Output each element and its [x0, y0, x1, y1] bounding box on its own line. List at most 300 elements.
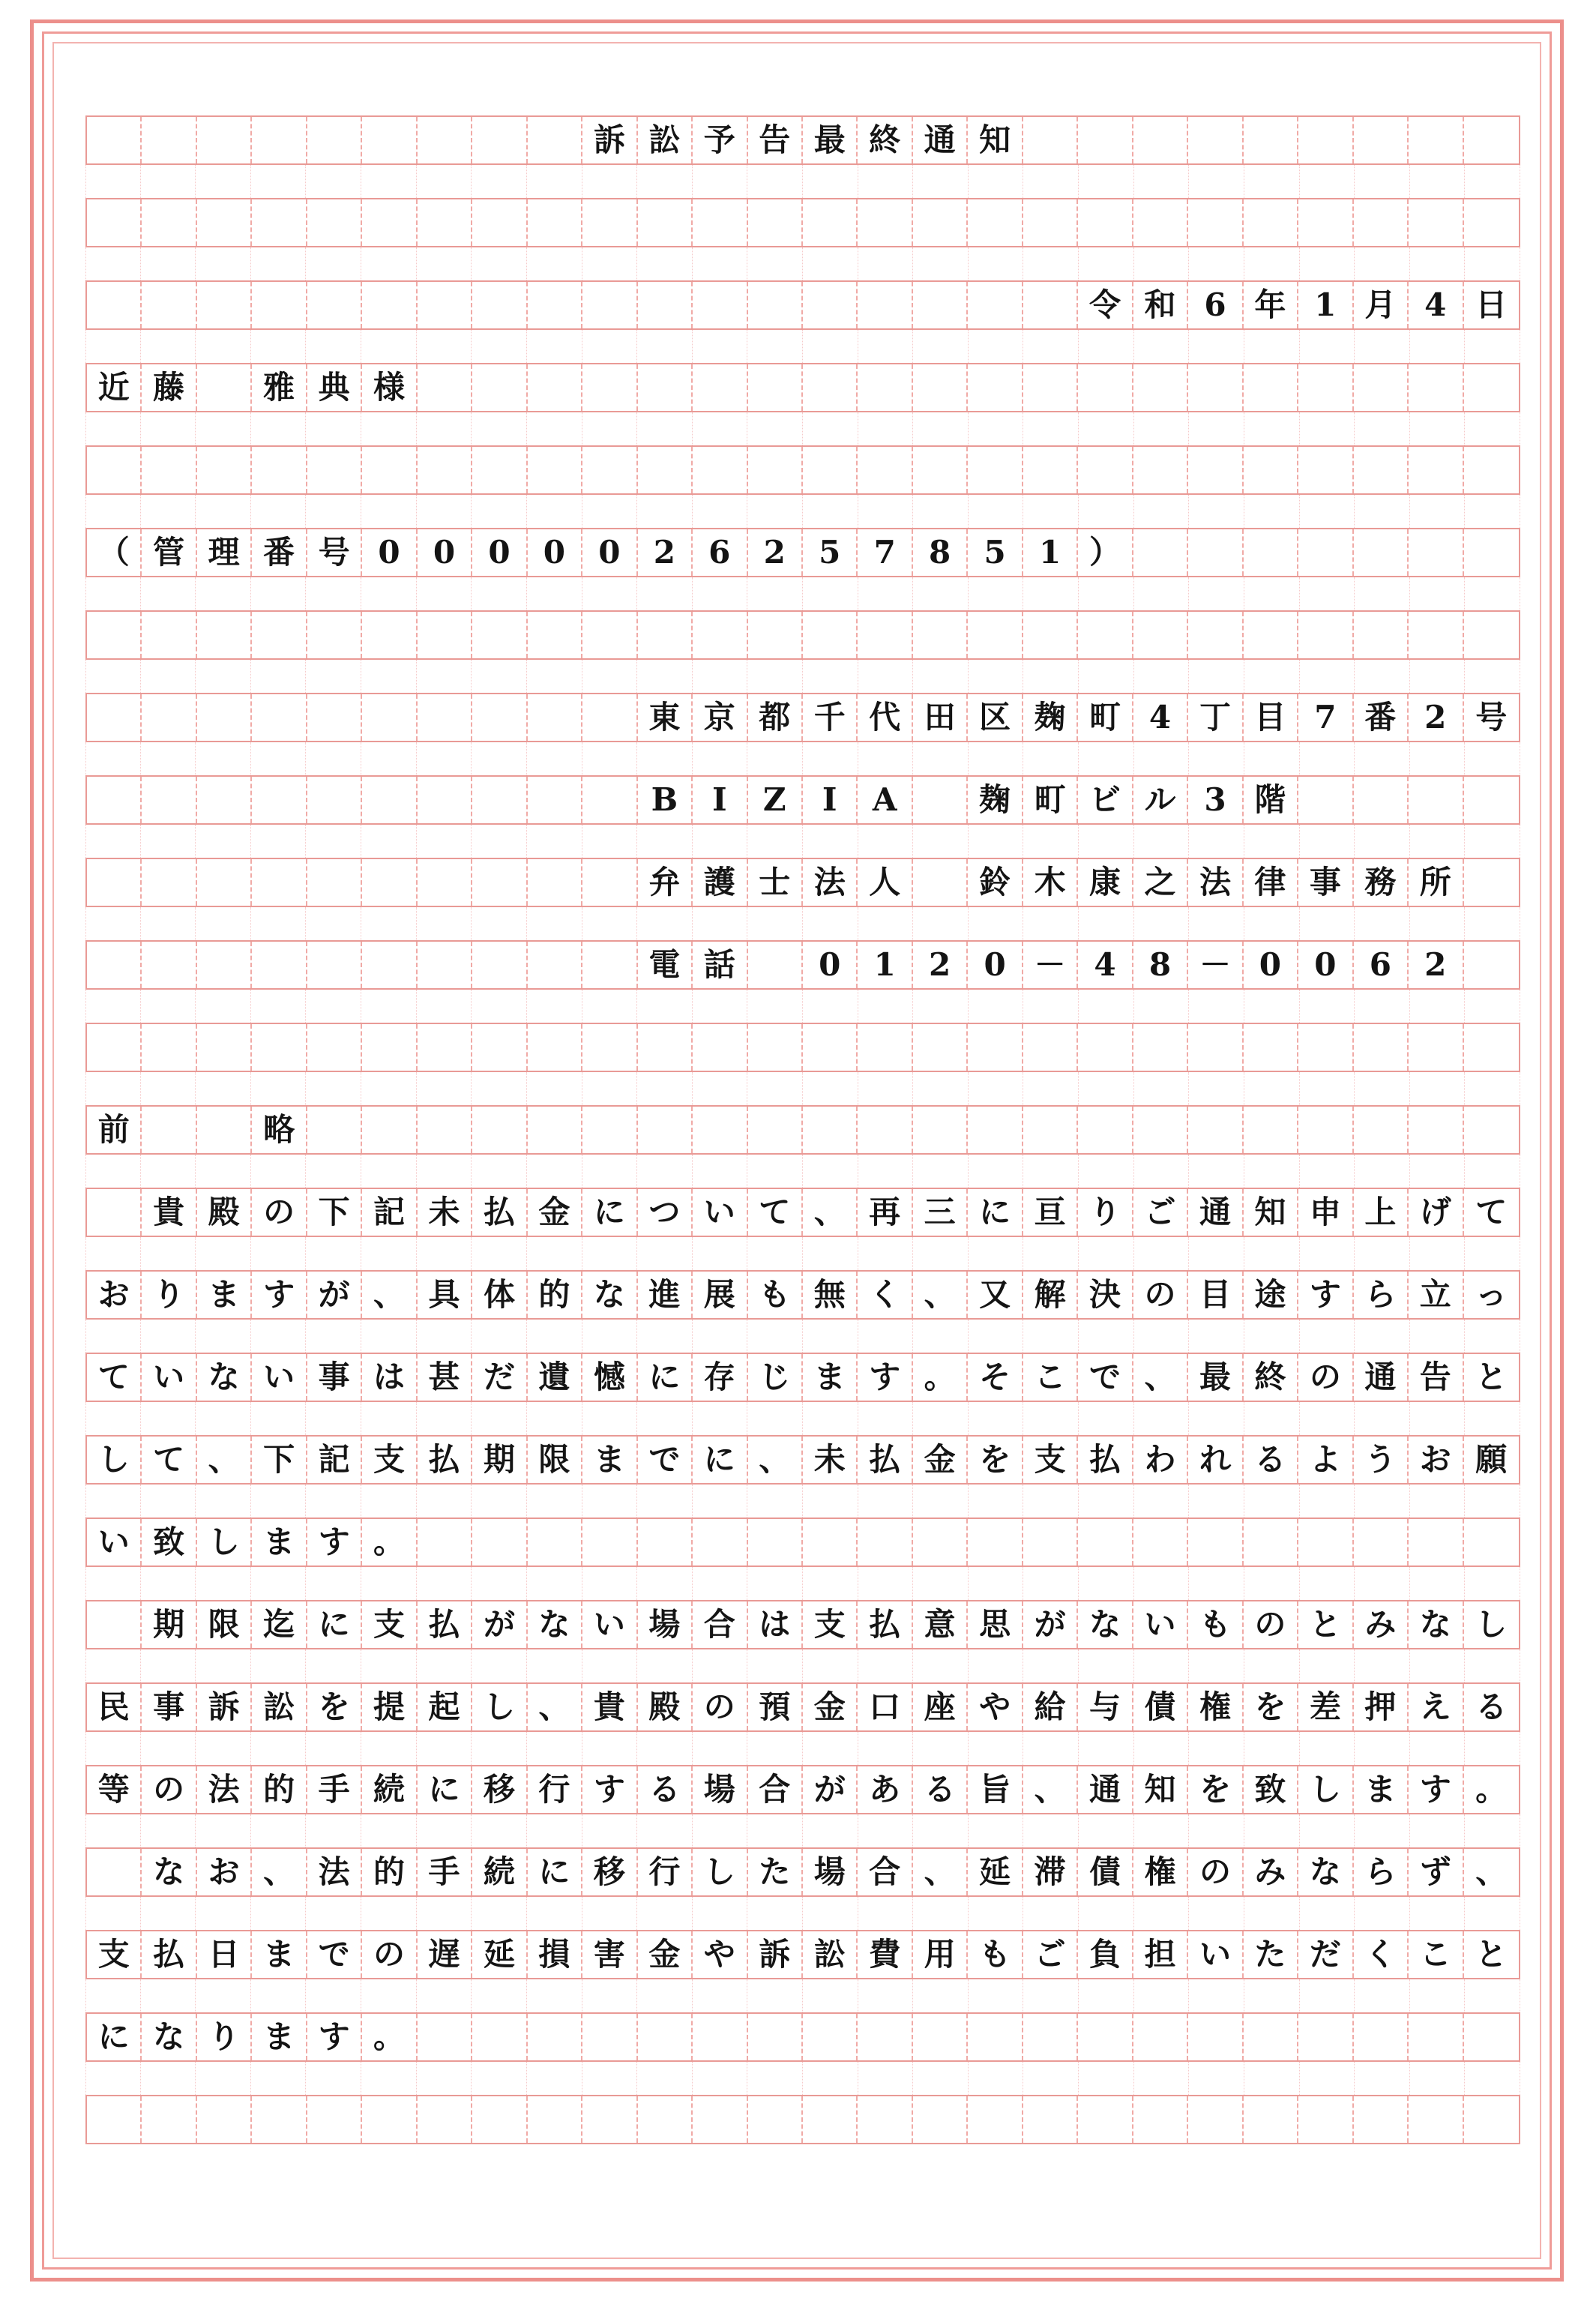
grid-cell: し: [87, 1437, 142, 1483]
grid-cell: [693, 2014, 747, 2060]
grid-cell: [528, 117, 582, 163]
grid-cell: [1244, 612, 1298, 658]
grid-cell: [472, 117, 527, 163]
grid-cell: [582, 447, 637, 493]
grid-cell: 、: [362, 1272, 417, 1318]
grid-cell: 、: [913, 1849, 968, 1895]
grid-cell: 場: [638, 1601, 693, 1648]
grid-cell: [748, 282, 803, 328]
grid-cell: [142, 694, 196, 741]
grid-cell: [472, 2096, 527, 2143]
grid-cell: 殿: [638, 1684, 693, 1730]
body-line: [85, 1682, 1520, 1732]
grid-cell: 押: [1354, 1684, 1409, 1730]
grid-cell: [528, 694, 582, 741]
grid-cell: [528, 859, 582, 906]
grid-cell: 藤: [142, 364, 196, 411]
grid-cell: [528, 447, 582, 493]
grid-cell: 1: [1298, 282, 1353, 328]
grid-cell: 典: [307, 364, 362, 411]
grid-cell: 下: [307, 1189, 362, 1236]
grid-cell: 知: [1133, 1766, 1188, 1813]
grid-cell: [968, 1024, 1023, 1071]
grid-cell: に: [87, 2014, 142, 2060]
grid-cell: 行: [638, 1849, 693, 1895]
grid-cell: そ: [968, 1354, 1023, 1401]
document-date: [85, 280, 1520, 330]
grid-cell: い: [87, 1519, 142, 1565]
grid-cell: 最: [803, 117, 858, 163]
grid-cell: 和: [1133, 282, 1188, 328]
grid-cell: と: [1475, 1359, 1508, 1395]
body-line: [85, 1600, 1520, 1649]
grid-cell: 旨: [968, 1766, 1023, 1813]
grid-cell: に: [418, 1766, 472, 1813]
grid-cell: に: [528, 1849, 582, 1895]
grid-cell: [582, 942, 637, 988]
grid-cell: は: [362, 1354, 417, 1401]
grid-cell: 事: [142, 1684, 196, 1730]
grid-cell: [197, 447, 252, 493]
grid-cell: －: [1023, 942, 1078, 988]
grid-cell: [87, 1849, 142, 1895]
grid-cell: 又: [968, 1272, 1023, 1318]
spacer-row: [85, 1485, 1520, 1518]
grid-cell: 合: [748, 1766, 803, 1813]
grid-cell: 0: [528, 529, 582, 576]
grid-cell: 知: [968, 117, 1023, 163]
grid-cell: [87, 859, 142, 906]
grid-cell: [858, 1107, 912, 1153]
grid-cell: [1244, 447, 1298, 493]
grid-cell: [1244, 2014, 1298, 2060]
grid-cell: 払: [858, 1601, 912, 1648]
grid-cell: 差: [1298, 1684, 1353, 1730]
grid-cell: 号: [307, 529, 362, 576]
grid-cell: 与: [1078, 1684, 1133, 1730]
grid-cell: な: [142, 2014, 196, 2060]
grid-cell: [307, 1024, 362, 1071]
spacer-row: [85, 1567, 1520, 1600]
grid-cell: Z: [748, 777, 803, 823]
grid-cell: と: [1298, 1601, 1353, 1648]
grid-cell: [1354, 529, 1409, 576]
grid-cell: 致: [1244, 1766, 1298, 1813]
grid-cell: [1464, 859, 1519, 906]
grid-cell: [1188, 199, 1243, 246]
grid-cell: [472, 777, 527, 823]
grid-cell: [803, 612, 858, 658]
reference-number: [85, 528, 1520, 577]
grid-cell: い: [142, 1354, 196, 1401]
grid-cell: 貴: [142, 1189, 196, 1236]
grid-cell: 限: [197, 1601, 252, 1648]
grid-cell: 延: [968, 1849, 1023, 1895]
grid-cell: [307, 447, 362, 493]
spacer-row: [85, 495, 1520, 528]
grid-cell: [1409, 1519, 1463, 1565]
grid-cell: 近: [87, 364, 142, 411]
grid-cell: 通: [1188, 1189, 1243, 1236]
grid-cell: 合: [693, 1601, 747, 1648]
grid-cell: い: [1133, 1601, 1188, 1648]
grid-cell: も: [968, 1931, 1023, 1978]
spacer-row: [85, 1320, 1520, 1353]
grid-cell: [582, 694, 637, 741]
spacer-row: [85, 660, 1520, 693]
grid-cell: 5: [968, 529, 1023, 576]
grid-cell: 略: [252, 1107, 307, 1153]
grid-cell: で: [307, 1931, 362, 1978]
grid-cell: [197, 117, 252, 163]
grid-cell: な: [1298, 1849, 1353, 1895]
grid-cell: 遅: [418, 1931, 472, 1978]
grid-cell: 告: [1409, 1354, 1463, 1401]
grid-cell: 年: [1244, 282, 1298, 328]
grid-cell: す: [252, 1272, 307, 1318]
grid-cell: [913, 777, 968, 823]
grid-cell: [142, 447, 196, 493]
spacer-row: [85, 1155, 1520, 1188]
body-line: [85, 1270, 1520, 1320]
grid-cell: 遺: [528, 1354, 582, 1401]
grid-cell: 法: [307, 1849, 362, 1895]
grid-cell: [197, 199, 252, 246]
grid-cell: [1133, 364, 1188, 411]
grid-cell: [858, 447, 912, 493]
grid-cell: [418, 859, 472, 906]
grid-cell: 2: [1409, 942, 1463, 988]
spacer-row: [85, 1649, 1520, 1682]
grid-cell: 、: [803, 1189, 858, 1236]
grid-cell: 管: [142, 529, 196, 576]
sender-building: [85, 775, 1520, 825]
grid-cell: [1298, 2096, 1353, 2143]
document-title: [85, 115, 1520, 165]
grid-cell: [1023, 612, 1078, 658]
grid-cell: 訴: [748, 1931, 803, 1978]
grid-cell: [1133, 529, 1188, 576]
grid-cell: 様: [362, 364, 417, 411]
grid-cell: I: [693, 777, 747, 823]
grid-cell: 的: [362, 1849, 417, 1895]
grid-cell: [1464, 117, 1519, 163]
grid-cell: [803, 2014, 858, 2060]
grid-cell: 甚: [418, 1354, 472, 1401]
grid-cell: [913, 2096, 968, 2143]
grid-cell: 限: [528, 1437, 582, 1483]
grid-cell: [1298, 777, 1353, 823]
grid-cell: [362, 1107, 417, 1153]
grid-cell: [87, 777, 142, 823]
grid-cell: [913, 364, 968, 411]
grid-cell: 番: [252, 529, 307, 576]
grid-cell: [472, 2014, 527, 2060]
grid-cell: [582, 199, 637, 246]
grid-cell: [1354, 2096, 1409, 2143]
grid-cell: 麹: [968, 777, 1023, 823]
grid-cell: [362, 859, 417, 906]
grid-cell: 、: [1133, 1354, 1188, 1401]
grid-cell: 日: [1475, 286, 1508, 323]
grid-cell: [418, 2096, 472, 2143]
grid-cell: る: [638, 1766, 693, 1813]
spacer-row: [85, 825, 1520, 858]
grid-cell: [1464, 529, 1519, 576]
grid-cell: こ: [1023, 1354, 1078, 1401]
grid-cell: [748, 1107, 803, 1153]
grid-cell: 6: [693, 529, 747, 576]
grid-cell: す: [307, 2014, 362, 2060]
grid-cell: [197, 612, 252, 658]
grid-cell: 通: [913, 117, 968, 163]
grid-cell: 2: [748, 529, 803, 576]
grid-cell: 雅: [252, 364, 307, 411]
grid-cell: [1409, 1024, 1463, 1071]
grid-cell: 未: [418, 1189, 472, 1236]
grid-cell: お: [197, 1849, 252, 1895]
grid-cell: [197, 942, 252, 988]
grid-cell: [1409, 2014, 1463, 2060]
grid-cell: [197, 1024, 252, 1071]
grid-cell: [528, 612, 582, 658]
grid-cell: [693, 1107, 747, 1153]
grid-cell: [1188, 117, 1243, 163]
grid-cell: 、: [748, 1437, 803, 1483]
grid-cell: [307, 282, 362, 328]
grid-cell: [472, 199, 527, 246]
grid-cell: お: [1409, 1437, 1463, 1483]
grid-cell: [418, 694, 472, 741]
grid-cell: 日: [197, 1931, 252, 1978]
grid-cell: の: [1133, 1272, 1188, 1318]
grid-cell: 事: [1298, 859, 1353, 906]
grid-cell: 3: [1188, 777, 1243, 823]
grid-cell: [1464, 777, 1519, 823]
grid-cell: [582, 364, 637, 411]
grid-cell: [748, 1519, 803, 1565]
grid-cell: 願: [1475, 1441, 1508, 1478]
grid-cell: [693, 364, 747, 411]
grid-cell: [252, 1024, 307, 1071]
grid-cell: く: [1354, 1931, 1409, 1978]
spacer-row: [85, 1072, 1520, 1105]
grid-cell: 話: [693, 942, 747, 988]
grid-cell: ま: [252, 1519, 307, 1565]
grid-cell: [1298, 529, 1353, 576]
grid-cell: 5: [803, 529, 858, 576]
grid-cell: [418, 117, 472, 163]
grid-cell: 続: [362, 1766, 417, 1813]
grid-cell: [418, 612, 472, 658]
grid-cell: [1133, 117, 1188, 163]
grid-cell: 展: [693, 1272, 747, 1318]
grid-cell: 費: [858, 1931, 912, 1978]
grid-cell: た: [748, 1849, 803, 1895]
grid-cell: 口: [858, 1684, 912, 1730]
grid-cell: [1464, 1519, 1519, 1565]
grid-cell: 法: [803, 859, 858, 906]
grid-cell: [1409, 364, 1463, 411]
grid-cell: っ: [1475, 1276, 1508, 1313]
grid-cell: [307, 942, 362, 988]
grid-cell: 予: [693, 117, 747, 163]
grid-cell: [252, 694, 307, 741]
grid-cell: 貴: [582, 1684, 637, 1730]
grid-cell: す: [1409, 1766, 1463, 1813]
grid-cell: や: [693, 1931, 747, 1978]
grid-cell: [582, 1024, 637, 1071]
grid-cell: 4: [1078, 942, 1133, 988]
grid-cell: 訴: [582, 117, 637, 163]
grid-cell: [418, 199, 472, 246]
grid-cell: [858, 199, 912, 246]
grid-cell: る: [1244, 1437, 1298, 1483]
grid-cell: も: [748, 1272, 803, 1318]
grid-cell: 田: [913, 694, 968, 741]
grid-cell: [748, 942, 803, 988]
grid-cell: が: [472, 1601, 527, 1648]
grid-cell: [252, 199, 307, 246]
grid-row: [85, 610, 1520, 660]
grid-cell: [252, 859, 307, 906]
grid-cell: の: [1298, 1354, 1353, 1401]
grid-cell: 区: [968, 694, 1023, 741]
grid-cell: 、: [1023, 1766, 1078, 1813]
grid-cell: つ: [638, 1189, 693, 1236]
grid-cell: [1023, 199, 1078, 246]
grid-cell: [1464, 1024, 1519, 1071]
grid-cell: [1354, 447, 1409, 493]
grid-cell: [582, 1519, 637, 1565]
grid-cell: [197, 859, 252, 906]
grid-cell: 事: [307, 1354, 362, 1401]
grid-cell: [968, 364, 1023, 411]
grid-cell: 行: [528, 1766, 582, 1813]
grid-cell: 提: [362, 1684, 417, 1730]
grid-cell: B: [638, 777, 693, 823]
grid-cell: 三: [913, 1189, 968, 1236]
grid-cell: [252, 2096, 307, 2143]
grid-cell: （: [87, 529, 142, 576]
grid-cell: で: [638, 1437, 693, 1483]
grid-cell: に: [307, 1601, 362, 1648]
salutation: [85, 1105, 1520, 1155]
grid-cell: [197, 694, 252, 741]
grid-cell: す: [307, 1519, 362, 1565]
grid-cell: 場: [803, 1849, 858, 1895]
grid-cell: [87, 117, 142, 163]
grid-cell: [858, 364, 912, 411]
grid-cell: [1023, 117, 1078, 163]
grid-cell: [197, 364, 252, 411]
grid-cell: 法: [197, 1766, 252, 1813]
grid-cell: [142, 199, 196, 246]
grid-cell: あ: [858, 1766, 912, 1813]
grid-cell: ず: [1409, 1849, 1463, 1895]
grid-cell: 鈴: [968, 859, 1023, 906]
grid-cell: [1244, 199, 1298, 246]
grid-cell: [1464, 199, 1519, 246]
grid-cell: 払: [418, 1437, 472, 1483]
grid-cell: [1244, 1519, 1298, 1565]
grid-cell: [913, 1519, 968, 1565]
grid-cell: が: [307, 1272, 362, 1318]
grid-cell: [142, 117, 196, 163]
grid-cell: 的: [252, 1766, 307, 1813]
grid-cell: 7: [858, 529, 912, 576]
grid-cell: ま: [1354, 1766, 1409, 1813]
grid-cell: 続: [472, 1849, 527, 1895]
grid-cell: [1078, 117, 1133, 163]
grid-cell: し: [1298, 1766, 1353, 1813]
grid-cell: [362, 1024, 417, 1071]
grid-cell: し: [472, 1684, 527, 1730]
grid-cell: [968, 1107, 1023, 1153]
grid-cell: な: [582, 1272, 637, 1318]
grid-cell: [693, 1024, 747, 1071]
grid-cell: [197, 1107, 252, 1153]
grid-cell: は: [748, 1601, 803, 1648]
grid-cell: [418, 777, 472, 823]
grid-cell: 負: [1078, 1931, 1133, 1978]
grid-cell: げ: [1409, 1189, 1463, 1236]
grid-cell: [472, 447, 527, 493]
grid-cell: [1078, 1024, 1133, 1071]
grid-cell: [307, 777, 362, 823]
grid-cell: [362, 777, 417, 823]
grid-cell: に: [693, 1437, 747, 1483]
grid-cell: [582, 1107, 637, 1153]
grid-cell: じ: [748, 1354, 803, 1401]
grid-cell: で: [1078, 1354, 1133, 1401]
grid-cell: [1078, 1519, 1133, 1565]
grid-cell: [1409, 777, 1463, 823]
grid-cell: [307, 2096, 362, 2143]
grid-cell: [858, 1519, 912, 1565]
grid-cell: [858, 2014, 912, 2060]
grid-cell: [803, 2096, 858, 2143]
grid-cell: 払: [142, 1931, 196, 1978]
grid-cell: 存: [693, 1354, 747, 1401]
grid-cell: 理: [197, 529, 252, 576]
grid-cell: て: [748, 1189, 803, 1236]
grid-cell: [528, 2096, 582, 2143]
grid-cell: [1188, 1107, 1243, 1153]
grid-cell: [528, 942, 582, 988]
grid-cell: 金: [913, 1437, 968, 1483]
grid-cell: [528, 1519, 582, 1565]
spacer-row: [85, 577, 1520, 610]
grid-cell: の: [1188, 1849, 1243, 1895]
grid-cell: [1244, 2096, 1298, 2143]
grid-cell: [1409, 117, 1463, 163]
grid-cell: [1354, 117, 1409, 163]
recipient-name: [85, 363, 1520, 412]
grid-cell: [968, 1519, 1023, 1565]
sender-phone: [85, 940, 1520, 990]
spacer-row: [85, 1897, 1520, 1930]
grid-cell: [87, 942, 142, 988]
body-line: [85, 1930, 1520, 1979]
grid-cell: 町: [1078, 694, 1133, 741]
grid-cell: [418, 1107, 472, 1153]
grid-cell: [968, 2014, 1023, 2060]
grid-cell: [1409, 529, 1463, 576]
spacer-row: [85, 2062, 1520, 2095]
grid-cell: と: [1475, 1936, 1508, 1973]
grid-cell: [748, 364, 803, 411]
